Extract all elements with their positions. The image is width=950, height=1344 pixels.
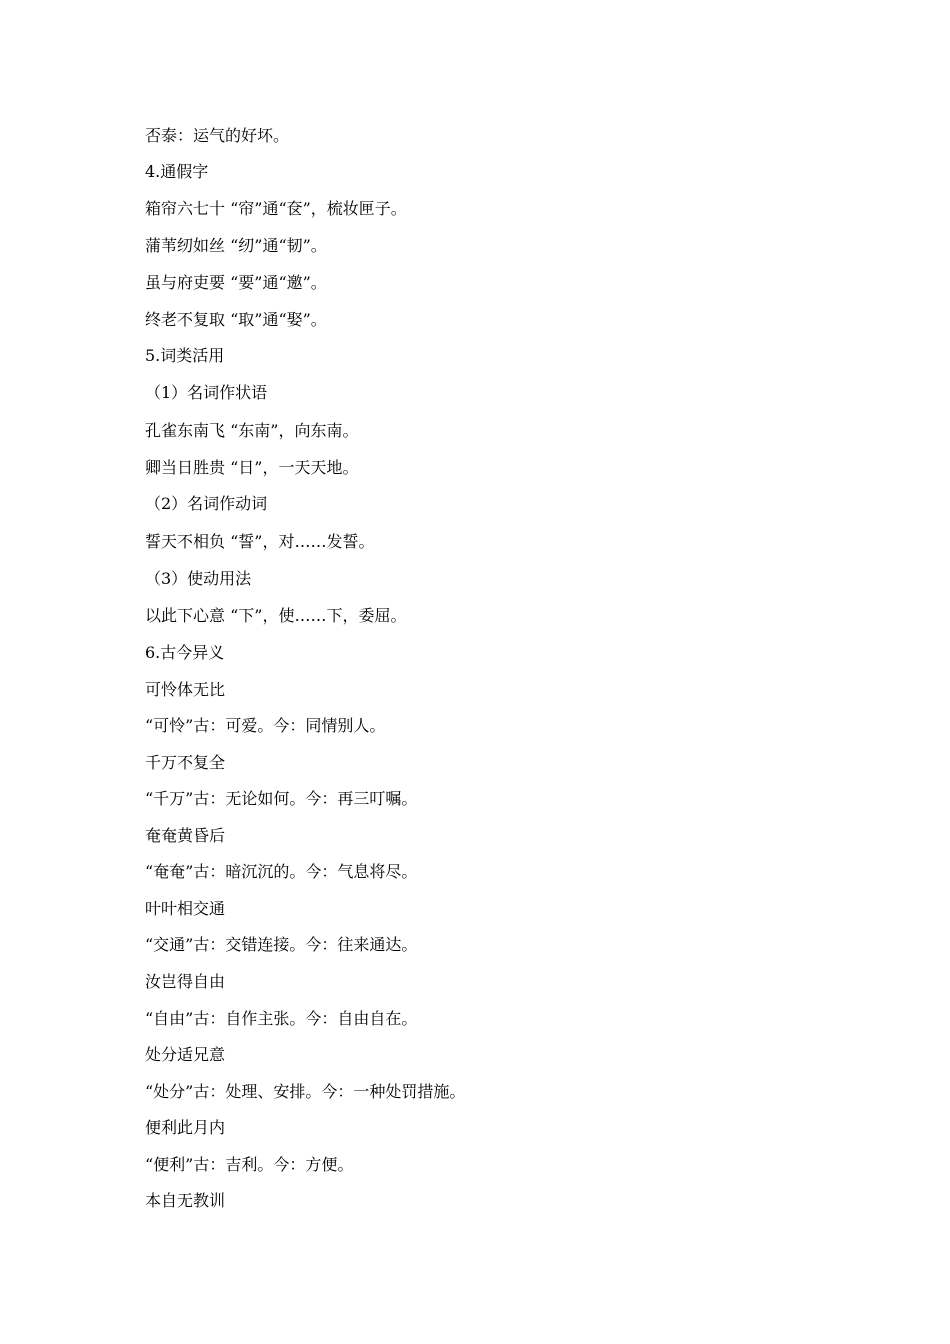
text-line: “处分”古：处理、安排。今：一种处罚措施。 — [145, 1082, 466, 1101]
text-line: 孔雀东南飞 “东南”，向东南。 — [145, 421, 359, 440]
section-heading: 4.通假字 — [145, 162, 209, 181]
text-line: 可怜体无比 — [145, 680, 226, 699]
text-line: 否泰：运气的好坏。 — [145, 126, 290, 145]
section-heading: 5.词类活用 — [145, 346, 225, 365]
subsection-heading: （1）名词作状语 — [145, 383, 268, 402]
text-line: “交通”古：交错连接。今：往来通达。 — [145, 935, 418, 954]
subsection-heading: （3）使动用法 — [145, 569, 252, 588]
subsection-heading: （2）名词作动词 — [145, 494, 268, 513]
text-line: 处分适兄意 — [145, 1045, 226, 1064]
text-line: “便利”古：吉利。今：方便。 — [145, 1155, 354, 1174]
text-line: 汝岂得自由 — [145, 972, 226, 991]
text-line: 奄奄黄昏后 — [145, 826, 226, 845]
text-line: 便利此月内 — [145, 1118, 226, 1137]
text-line: 箱帘六七十 “帘”通“奁”，梳妆匣子。 — [145, 199, 407, 218]
text-line: 卿当日胜贵 “日”，一天天地。 — [145, 458, 359, 477]
text-line: “奄奄”古：暗沉沉的。今：气息将尽。 — [145, 862, 418, 881]
text-line: 叶叶相交通 — [145, 899, 226, 918]
text-line: 终老不复取 “取”通“娶”。 — [145, 310, 327, 329]
section-heading: 6.古今异义 — [145, 643, 225, 662]
text-line: “可怜”古：可爱。今：同情别人。 — [145, 716, 386, 735]
text-line: “自由”古：自作主张。今：自由自在。 — [145, 1009, 418, 1028]
text-line: 本自无教训 — [145, 1191, 226, 1210]
text-line: 蒲苇纫如丝 “纫”通“韧”。 — [145, 236, 327, 255]
text-line: “千万”古：无论如何。今：再三叮嘱。 — [145, 789, 418, 808]
text-line: 以此下心意 “下”，使……下，委屈。 — [145, 606, 407, 625]
text-line: 千万不复全 — [145, 753, 226, 772]
text-line: 虽与府吏要 “要”通“邀”。 — [145, 273, 327, 292]
text-line: 誓天不相负 “誓”，对……发誓。 — [145, 532, 375, 551]
